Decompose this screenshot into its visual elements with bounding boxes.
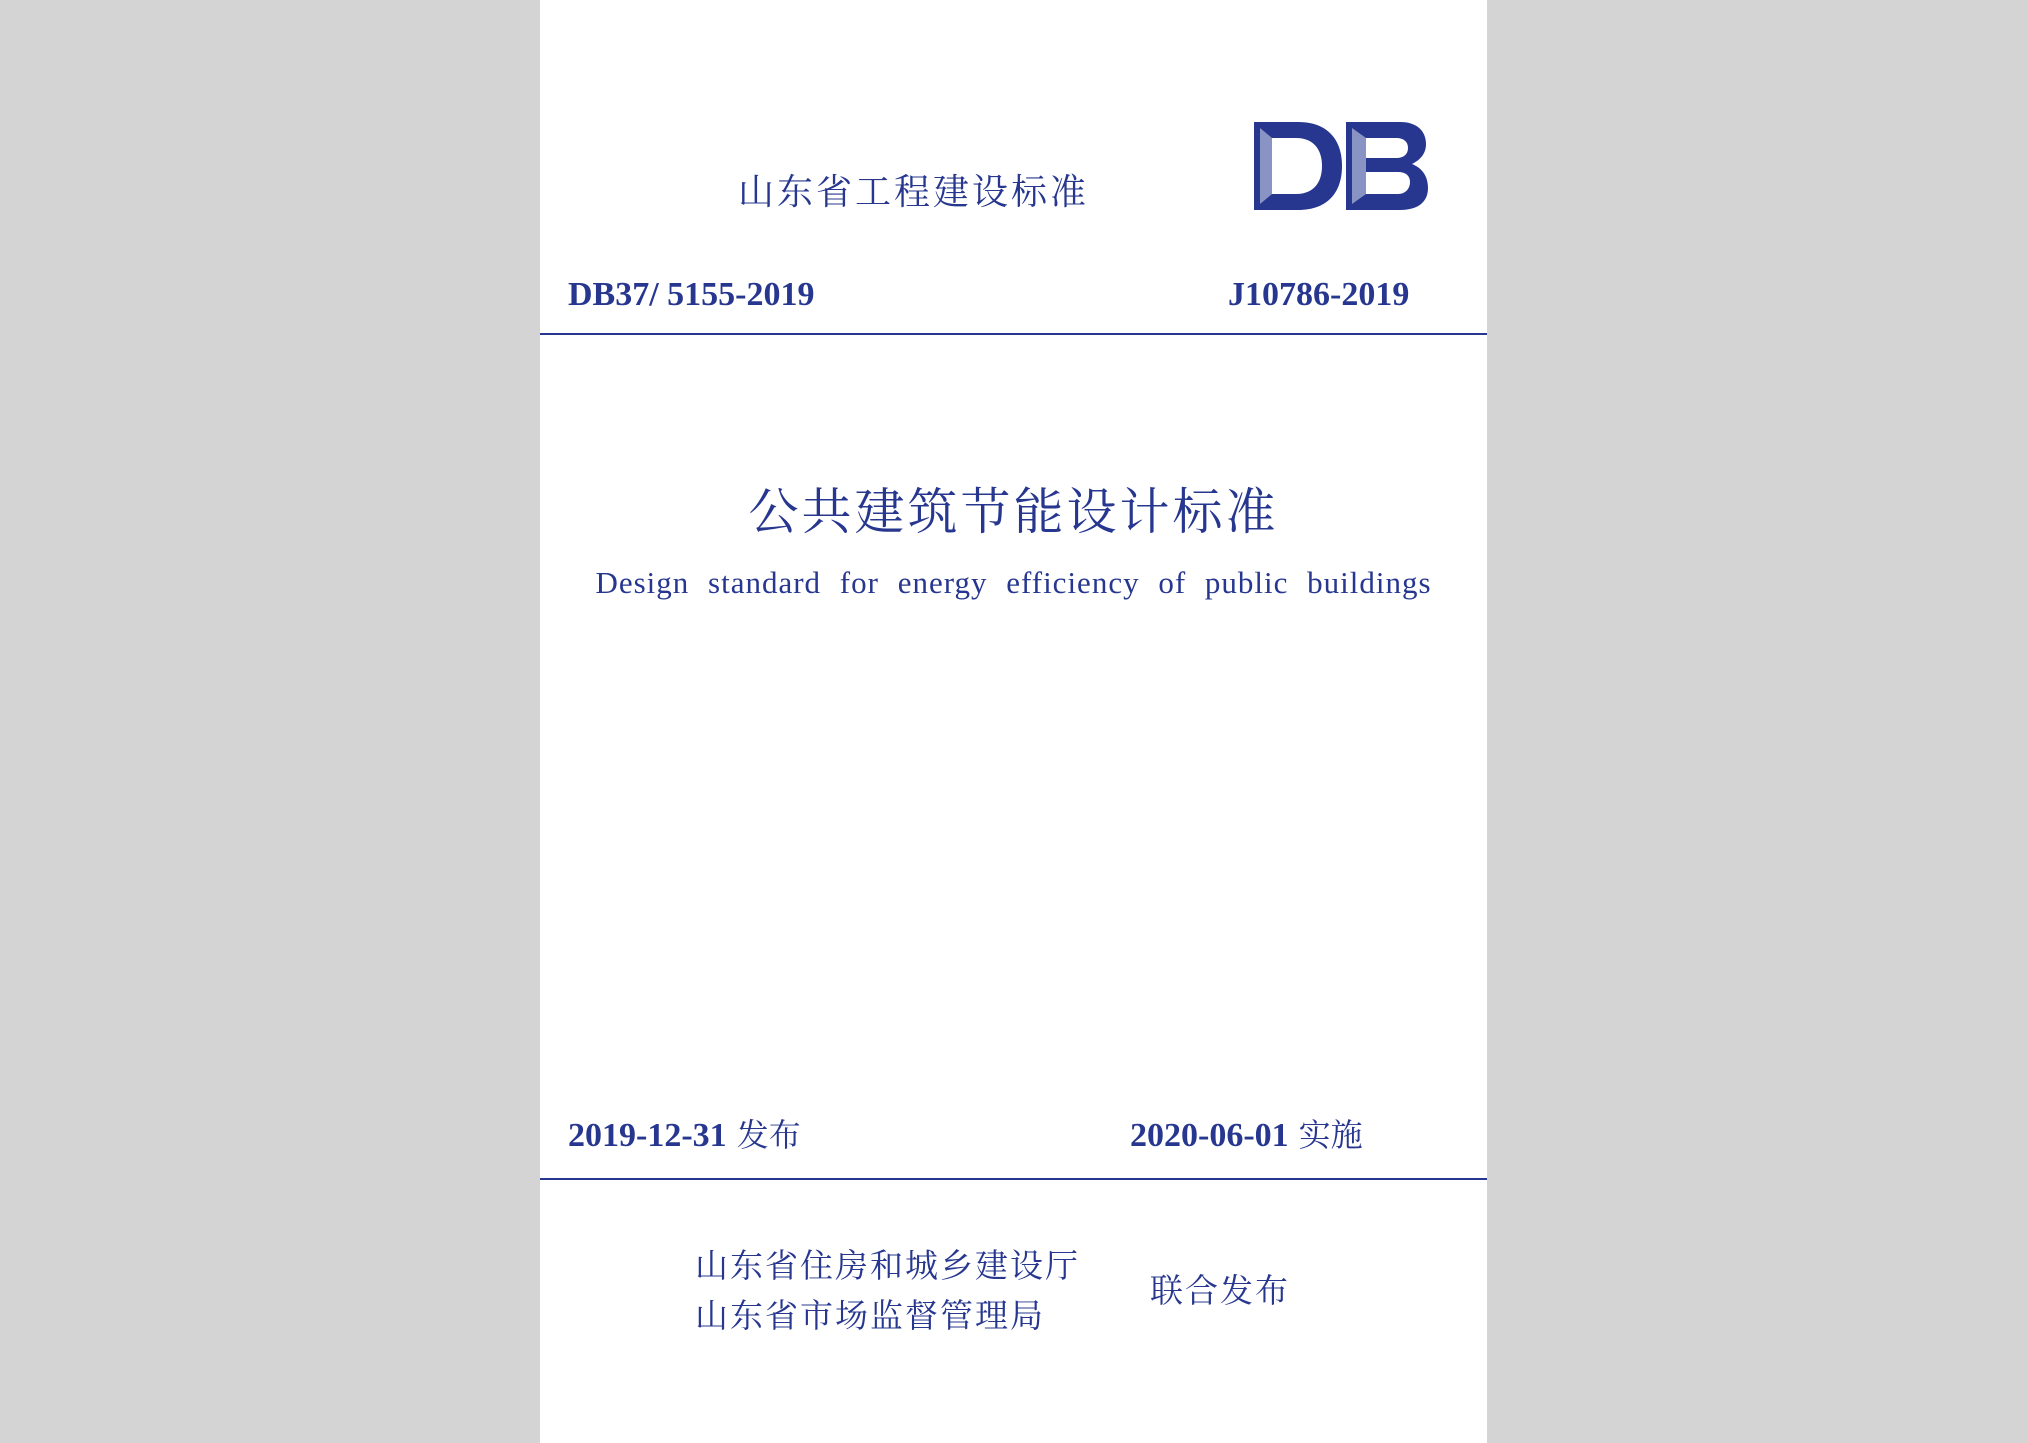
- effective-label: 实施: [1298, 1116, 1363, 1154]
- top-divider: [540, 333, 1487, 335]
- record-code: J10786-2019: [1228, 276, 1410, 313]
- issue-date: 2019-12-31: [568, 1117, 727, 1154]
- publisher-housing-department: 山东省住房和城乡建设厅: [695, 1246, 1080, 1285]
- effective-date-line: [1130, 1110, 1363, 1156]
- db-logo: [1250, 118, 1430, 214]
- publisher-market-regulation: 山东省市场监督管理局: [695, 1296, 1045, 1335]
- joint-publish-label: 联合发布: [1150, 1271, 1290, 1310]
- bottom-divider: [540, 1178, 1487, 1180]
- title-chinese: 公共建筑节能设计标准: [748, 483, 1279, 541]
- series-title: 山东省工程建设标准: [738, 172, 1090, 213]
- issue-label: 发布: [736, 1116, 801, 1154]
- issue-date-line: [568, 1110, 801, 1156]
- cover-page: [540, 0, 1487, 1443]
- standard-code: DB37/ 5155-2019: [568, 276, 815, 313]
- title-english: Design standard for energy efficiency of public buildings: [595, 565, 1432, 600]
- effective-date: 2020-06-01: [1130, 1117, 1289, 1154]
